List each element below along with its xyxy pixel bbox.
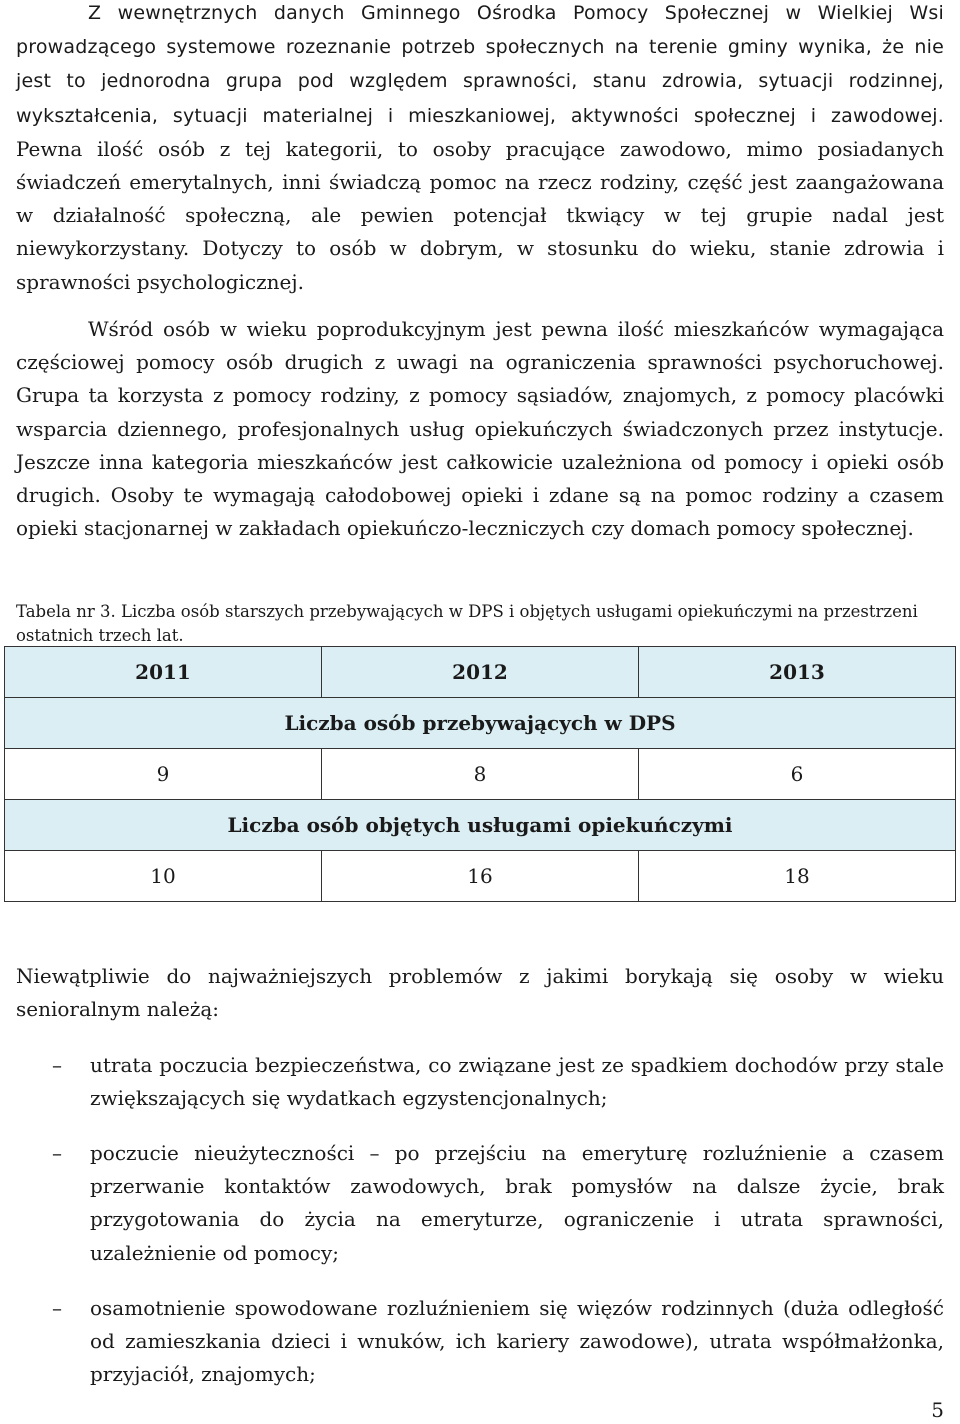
list-item	[16, 1292, 944, 1392]
statistics-table	[4, 646, 956, 902]
list-marker: –	[52, 1296, 62, 1320]
list-marker: –	[52, 1053, 62, 1077]
table-cell: 18	[639, 851, 956, 902]
paragraph-1-sans-text: Z wewnętrznych danych Gminnego Ośrodka Pomocy Społecznej w Wielkiej Wsi prowadzącego systemowe rozeznanie potrzeb społecznych na terenie gminy wynika, że nie jest to jednorodna grupa pod względem sprawności, stanu zdrowia, sytuacji rodzinnej, wykształcenia, sytuacji materialnej i mieszkaniowej, aktywności społecznej i zawodowej.	[16, 2, 944, 127]
list-item-text: utrata poczucia bezpieczeństwa, co związane jest ze spadkiem dochodów przy stale zwiększających się wydatkach egzystencjonalnych;	[90, 1053, 944, 1111]
problem-list-item-3	[16, 1292, 944, 1392]
year-header-2013: 2013	[639, 647, 956, 698]
section-title-care-services: Liczba osób objętych usługami opiekuńczymi	[5, 800, 956, 851]
paragraph-1-serif-text: Pewna ilość osób z tej kategorii, to osoby pracujące zawodowo, mimo posiadanych świadczeń emerytalnych, inni świadczą pomoc na rzecz rodziny, część jest zaangażowana w działalność społeczną, ale pewien potencjał tkwiący w tej grupie nadal jest niewykorzystany. Dotyczy to osób w dobrym, w stosunku do wieku, stanie zdrowia i sprawności psychologicznej.	[16, 136, 944, 294]
list-marker: –	[52, 1141, 62, 1165]
list-item	[16, 1049, 944, 1115]
table-cell: 8	[322, 749, 639, 800]
list-item	[16, 1137, 944, 1270]
paragraph-2	[16, 313, 944, 545]
table-cell: 16	[322, 851, 639, 902]
problem-list-item-2	[16, 1137, 944, 1270]
section-title-dps: Liczba osób przebywających w DPS	[5, 698, 956, 749]
table-section-row	[5, 800, 956, 851]
list-item-text: osamotnienie spowodowane rozluźnieniem się więzów rodzinnych (duża odległość od zamieszkania dzieci i wnuków, ich kariery zawodowe), utrata współmałżonka, przyjaciół, znajomych;	[90, 1296, 944, 1387]
paragraph-1	[16, 0, 944, 299]
page-number: 5	[931, 1398, 944, 1422]
table-cell: 9	[5, 749, 322, 800]
paragraph-3: Niewątpliwie do najważniejszych problemów z jakimi borykają się osoby w wieku senioralnym należą:	[16, 964, 944, 1022]
list-item-text: poczucie nieużyteczności – po przejściu na emeryturę rozluźnienie a czasem przerwanie kontaktów zawodowych, brak pomysłów na dalsze życie, brak przygotowania do życia na emeryturze, ograniczenie i utrata sprawności, uzależnienie od pomocy;	[90, 1141, 944, 1265]
table-cell: 6	[639, 749, 956, 800]
table-row	[5, 851, 956, 902]
year-header-2012: 2012	[322, 647, 639, 698]
year-header-2011: 2011	[5, 647, 322, 698]
table-section-row	[5, 698, 956, 749]
table-row	[5, 749, 956, 800]
problem-list-item-1	[16, 1049, 944, 1115]
table-cell: 10	[5, 851, 322, 902]
table-header-row	[5, 647, 956, 698]
table-caption: Tabela nr 3. Liczba osób starszych przebywających w DPS i objętych usługami opiekuńczymi na przestrzeni ostatnich trzech lat.	[16, 602, 918, 645]
paragraph-2-text: Wśród osób w wieku poprodukcyjnym jest pewna ilość mieszkańców wymagająca częściowej pomocy osób drugich z uwagi na ograniczenia sprawności psychoruchowej. Grupa ta korzysta z pomocy rodziny, z pomocy sąsiadów, znajomych, z pomocy placówki wsparcia dziennego, profesjonalnych usług opiekuńczych świadczonych przez instytucje. Jeszcze inna kategoria mieszkańców jest całkowicie uzależniona od pomocy i opieki osób drugich. Osoby te wymagają całodobowej opieki i zdane są na pomoc rodziny a czasem opieki stacjonarnej w zakładach opiekuńczo-leczniczych czy domach pomocy społecznej.	[16, 317, 944, 541]
